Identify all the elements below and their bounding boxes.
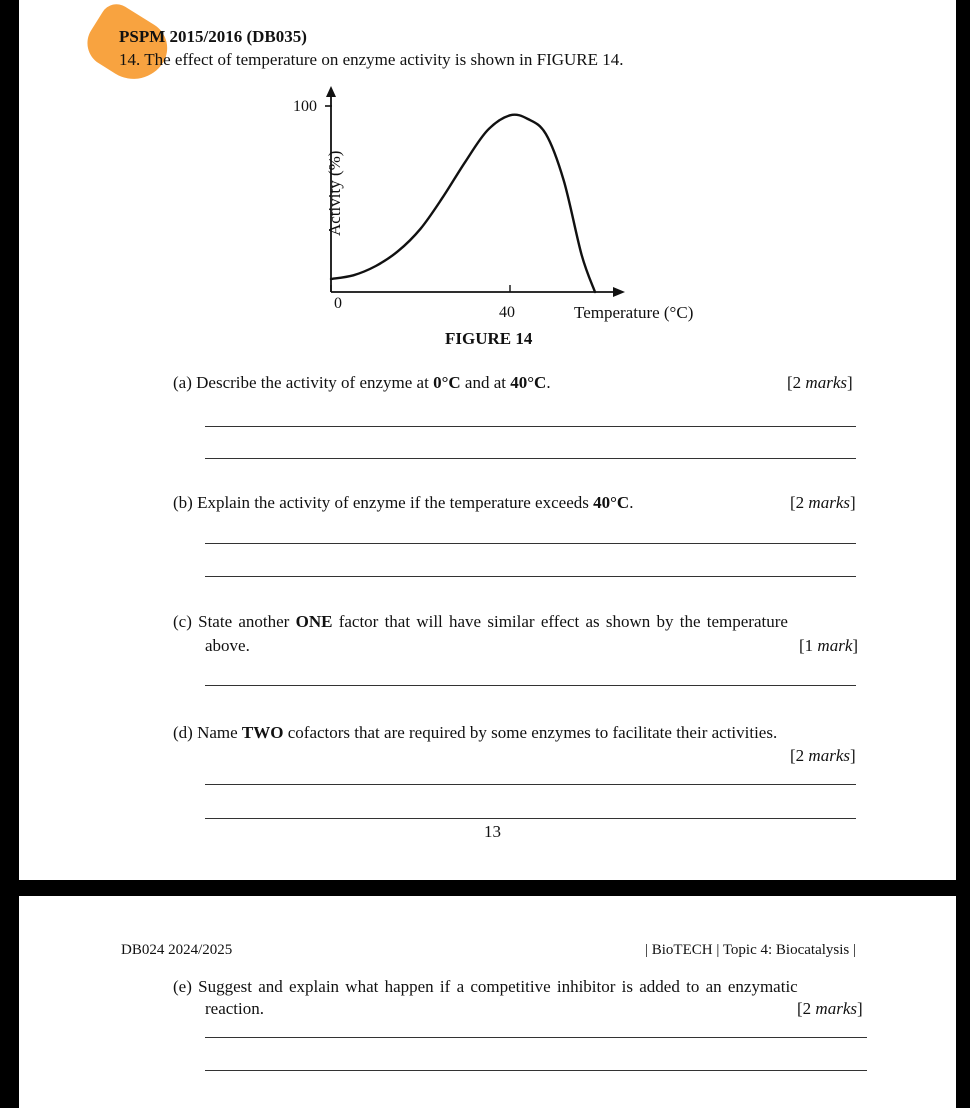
course-header: DB024 2024/2025 <box>121 942 233 958</box>
topic-header: | BioTECH | Topic 4: Biocatalysis | <box>645 942 857 958</box>
exam-header: PSPM 2015/2016 (DB035) <box>119 27 307 46</box>
y-axis-label: Activity (%) <box>325 150 344 236</box>
part-b-text: Explain the activity of enzyme if the temperature exceeds <box>197 493 594 512</box>
activity-curve <box>331 115 595 292</box>
x-tick-label-40: 40 <box>499 304 515 321</box>
part-c-line2: above. <box>205 636 250 655</box>
answer-line[interactable] <box>205 1037 867 1038</box>
part-a-temp-0: 0°C <box>433 373 461 392</box>
part-e-text: Suggest and explain what happen if a competitive inhibitor is added to an enzymatic <box>198 977 798 996</box>
part-a-label: (a) <box>173 373 192 392</box>
answer-line[interactable] <box>205 426 856 427</box>
part-d-two: TWO <box>241 723 284 742</box>
part-a-marks: [2 marks] <box>787 373 853 392</box>
y-axis-arrowhead <box>326 86 336 97</box>
page-number: 13 <box>484 822 501 841</box>
answer-line[interactable] <box>205 1070 867 1071</box>
part-c-marks: [1 mark] <box>799 636 859 655</box>
part-b-question: (b) Explain the activity of enzyme if the temperature exceeds 40°C. <box>173 493 634 512</box>
part-d-text: Name <box>197 723 242 742</box>
document-page-2 <box>19 896 956 1108</box>
part-b-temp-40: 40°C <box>593 493 630 512</box>
answer-line[interactable] <box>205 543 856 544</box>
answer-line[interactable] <box>205 458 856 459</box>
page-separator <box>0 880 970 896</box>
part-e-question <box>173 977 798 997</box>
enzyme-activity-chart <box>279 84 719 324</box>
y-tick-label-100: 100 <box>293 98 317 115</box>
part-b-marks: [2 marks] <box>790 493 856 512</box>
answer-line[interactable] <box>205 685 856 686</box>
figure-caption: FIGURE 14 <box>445 329 533 348</box>
answer-line[interactable] <box>205 784 856 785</box>
part-a-question: (a) Describe the activity of enzyme at 0°C and at 40°C. <box>173 373 551 392</box>
part-c-question: (c) State another ONE factor that will have similar effect as shown by the temperature <box>173 612 788 631</box>
part-d-marks: [2 marks] <box>790 746 856 765</box>
answer-line[interactable] <box>205 576 856 577</box>
part-a-text: Describe the activity of enzyme at <box>196 373 434 392</box>
answer-line[interactable] <box>205 818 856 819</box>
part-b-label: (b) <box>173 493 193 512</box>
part-e-label: (e) <box>173 977 192 996</box>
part-e-marks: [2 marks] <box>797 999 863 1018</box>
x-axis-label: Temperature (°C) <box>574 303 694 322</box>
part-e-line2: reaction. <box>205 999 264 1018</box>
x-tick-label-0: 0 <box>334 295 342 312</box>
part-d-question: (d) Name TWO cofactors that are required by some enzymes to facilitate their activities. <box>173 723 778 742</box>
part-c-text: State another <box>198 612 296 631</box>
part-c-label: (c) <box>173 612 192 631</box>
x-axis-arrowhead <box>613 287 625 297</box>
question-intro: 14. The effect of temperature on enzyme activity is shown in FIGURE 14. <box>119 50 624 69</box>
part-c-one: ONE <box>295 612 333 631</box>
part-d-label: (d) <box>173 723 193 742</box>
part-a-temp-40: 40°C <box>510 373 547 392</box>
document-page-1 <box>19 0 956 880</box>
